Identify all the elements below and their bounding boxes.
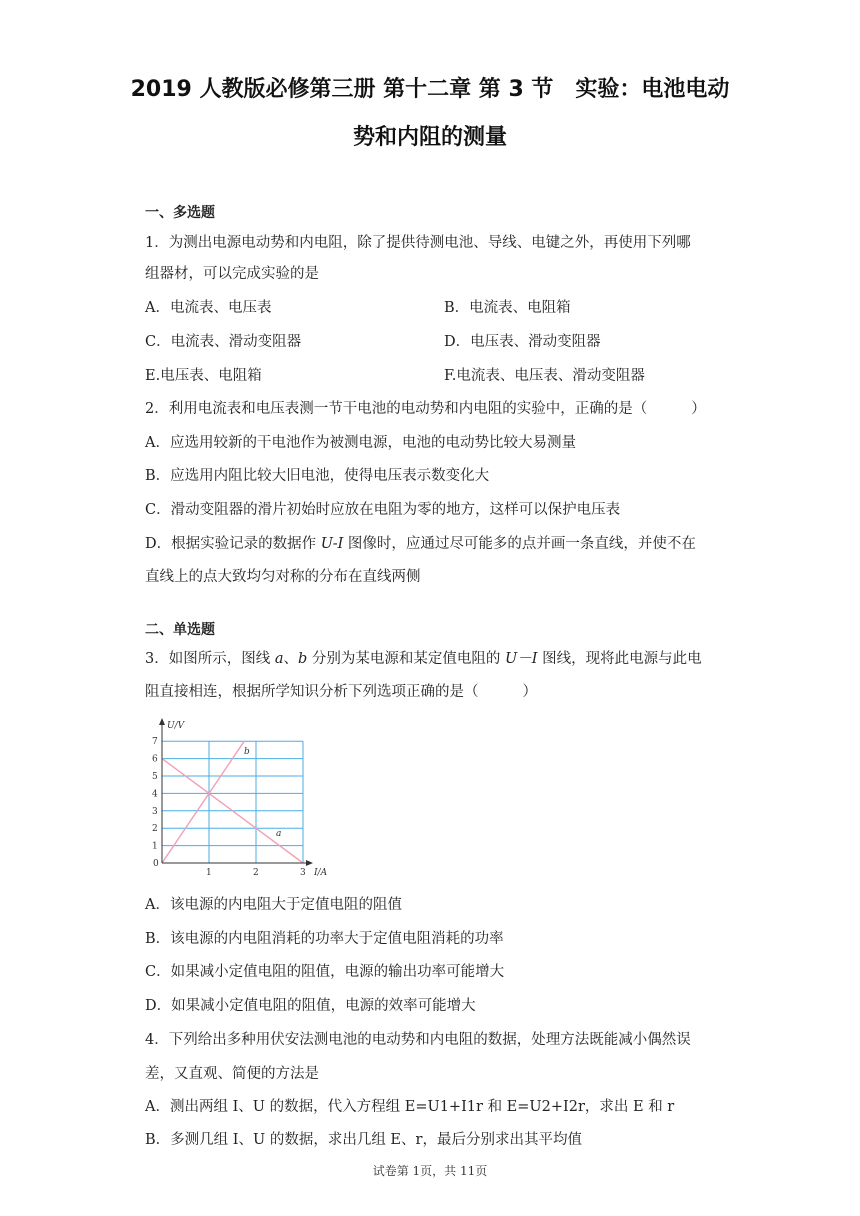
q3-option-c: C．如果减小定值电阻的阻值，电源的输出功率可能增大 [145, 964, 505, 980]
q4-stem-line-2: 差，又直观、简便的方法是 [145, 1066, 319, 1082]
x-tick-label: 1 [206, 868, 212, 878]
series-label-a: a [276, 829, 282, 839]
q2-option-a: A．应选用较新的干电池作为被测电源，电池的电动势比较大易测量 [145, 435, 576, 451]
q2-stem: 2．利用电流表和电压表测一节干电池的电动势和内电阻的实验中，正确的是（ ） [145, 401, 706, 417]
x-axis-label: I/A [314, 868, 328, 878]
q1-option-e: E.电压表、电阻箱 [145, 368, 262, 384]
q1-option-c: C．电流表、滑动变阻器 [145, 334, 302, 350]
q1-stem-line-2: 组器材，可以完成实验的是 [145, 266, 319, 282]
q2-option-d: D．根据实验记录的数据作 U-I 图像时，应通过尽可能多的点并画一条直线，并使不在 [145, 536, 696, 552]
q2-option-d-line-2: 直线上的点大致均匀对称的分布在直线两侧 [145, 569, 421, 585]
graph-lines [162, 741, 303, 863]
y-tick-label: 4 [152, 789, 158, 800]
series-line-b [162, 741, 244, 863]
q1-stem-line-1: 1．为测出电源电动势和内电阻，除了提供待测电池、导线、电键之外，再使用下列哪 [145, 235, 691, 251]
u-i-graph [140, 716, 340, 880]
q1-option-a: A．电流表、电压表 [145, 300, 272, 316]
y-tick-label: 1 [152, 841, 158, 852]
q4-stem-line-1: 4．下列给出多种用伏安法测电池的电动势和内电阻的数据，处理方法既能减小偶然误 [145, 1032, 691, 1048]
q3-option-b: B．该电源的内电阻消耗的功率大于定值电阻消耗的功率 [145, 931, 504, 947]
x-tick-label: 3 [300, 868, 306, 878]
y-axis-arrow [159, 718, 165, 725]
page-footer: 试卷第 1页，共 11页 [372, 1164, 488, 1178]
q4-option-b: B．多测几组 I、U 的数据，求出几组 E、r，最后分别求出其平均值 [145, 1132, 582, 1148]
section-heading-multiple-choice: 一、多选题 [145, 205, 215, 221]
q3-option-a: A．该电源的内电阻大于定值电阻的阻值 [145, 897, 402, 913]
x-tick-label: 2 [253, 868, 259, 878]
q4-option-a: A．测出两组 I、U 的数据，代入方程组 E=U1+I1r 和 E=U2+I2r，求出 E 和 r [145, 1099, 675, 1115]
doc-title-line-2: 势和内阻的测量 [352, 125, 507, 150]
q1-option-b: B．电流表、电阻箱 [444, 300, 571, 316]
q1-option-d: D．电压表、滑动变阻器 [444, 334, 601, 350]
y-tick-label: 5 [152, 772, 158, 782]
y-tick-label: 3 [152, 806, 158, 817]
y-tick-label: 2 [152, 824, 158, 835]
q3-option-d: D．如果减小定值电阻的阻值，电源的效率可能增大 [145, 998, 476, 1014]
y-tick-label: 7 [152, 737, 158, 748]
q2-option-c: C．滑动变阻器的滑片初始时应放在电阻为零的地方，这样可以保护电压表 [145, 502, 621, 518]
y-tick-label: 6 [152, 754, 158, 765]
y-axis-label: U/V [167, 721, 185, 731]
x-axis-arrow [306, 860, 313, 866]
origin-label: 0 [153, 859, 159, 869]
doc-title-line-1: 2019 人教版必修第三册 第十二章 第 3 节 实验：电池电动 [130, 77, 730, 102]
graph-labels [152, 721, 328, 878]
q1-option-f: F.电流表、电压表、滑动变阻器 [444, 368, 645, 384]
graph-axes [159, 718, 313, 866]
q3-stem-line-1: 3．如图所示，图线 a、b 分别为某电源和某定值电阻的 U－I 图线，现将此电源与此电 [145, 651, 702, 667]
q2-option-b: B．应选用内阻比较大旧电池，使得电压表示数变化大 [145, 468, 490, 484]
q3-stem-line-2: 阻直接相连，根据所学知识分析下列选项正确的是（ ） [145, 684, 537, 700]
series-label-b: b [244, 747, 250, 757]
section-heading-single-choice: 二、单选题 [145, 622, 215, 638]
